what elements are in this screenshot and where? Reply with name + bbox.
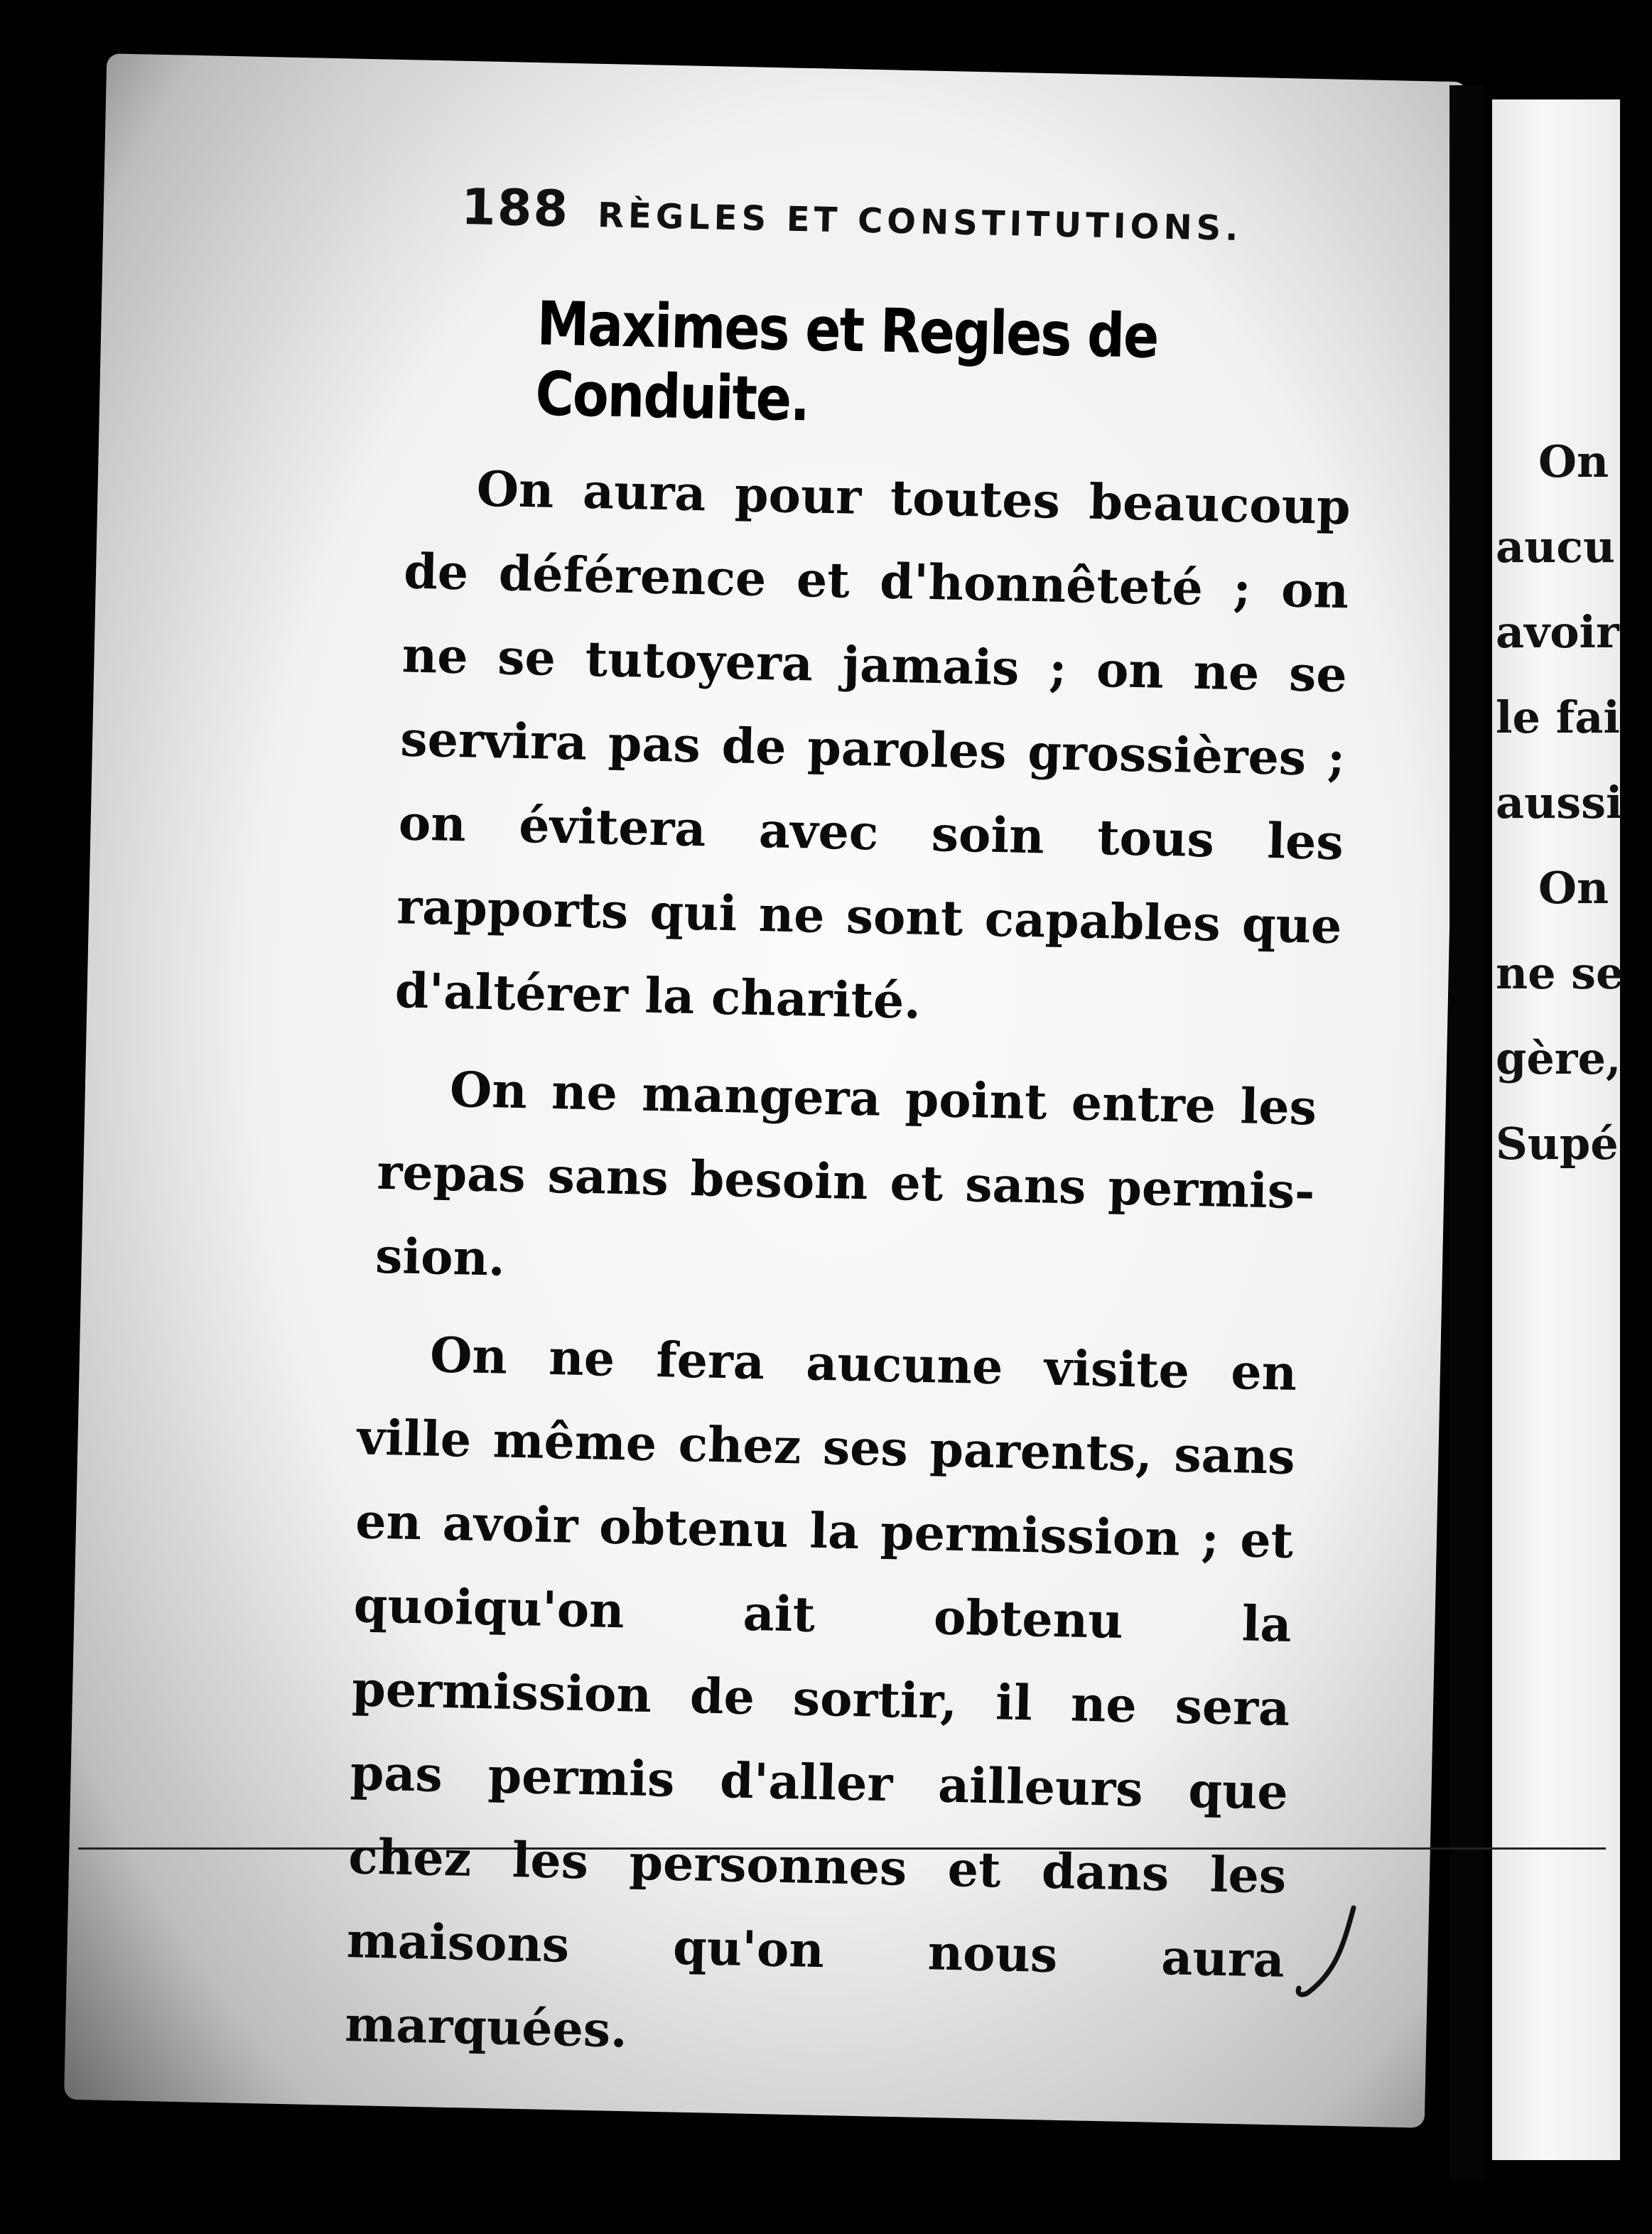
facing-fragment: aussi bbox=[1496, 777, 1623, 829]
paragraph-3: On ne fera aucune visite en ville même chez ses parents, sans en avoir obtenu la permission ; et quoiqu'on ait obtenu la permission de sortir, il ne sera pas permis d'aller ailleurs que chez les personnes et dans les maisons qu'on nous aura marquées. bbox=[344, 1327, 1297, 2059]
facing-page-text bbox=[1496, 419, 1624, 1187]
book-gutter bbox=[1449, 85, 1485, 2181]
facing-fragment: On bbox=[1538, 436, 1609, 487]
facing-fragment: gère, bbox=[1496, 1032, 1621, 1084]
left-page-content bbox=[344, 178, 1406, 2088]
facing-fragment: le fai bbox=[1496, 691, 1620, 743]
page-number: 188 bbox=[460, 178, 571, 239]
running-title: RÈGLES ET CONSTITUTIONS. bbox=[597, 195, 1243, 249]
facing-fragment: Supé bbox=[1496, 1118, 1619, 1170]
section-title: Maximes et Regles de Conduite. bbox=[534, 288, 1159, 436]
paragraph-2: On ne mangera point entre les repas sans besoin et sans permission. bbox=[374, 1061, 1317, 1288]
facing-fragment: ne se bbox=[1496, 947, 1624, 999]
paragraph-1: On aura pour toutes beaucoup de déférence et d'honnêteté ; on ne se tutoyera jamais ; on ne se servira pas de paroles grossières ; on évitera avec soin tous les rapports qui ne sont capables que d'altérer la charité. bbox=[394, 460, 1351, 1030]
facing-fragment: avoir bbox=[1496, 606, 1619, 658]
facing-fragment: On bbox=[1538, 862, 1609, 914]
facing-fragment: aucu bbox=[1496, 521, 1616, 573]
